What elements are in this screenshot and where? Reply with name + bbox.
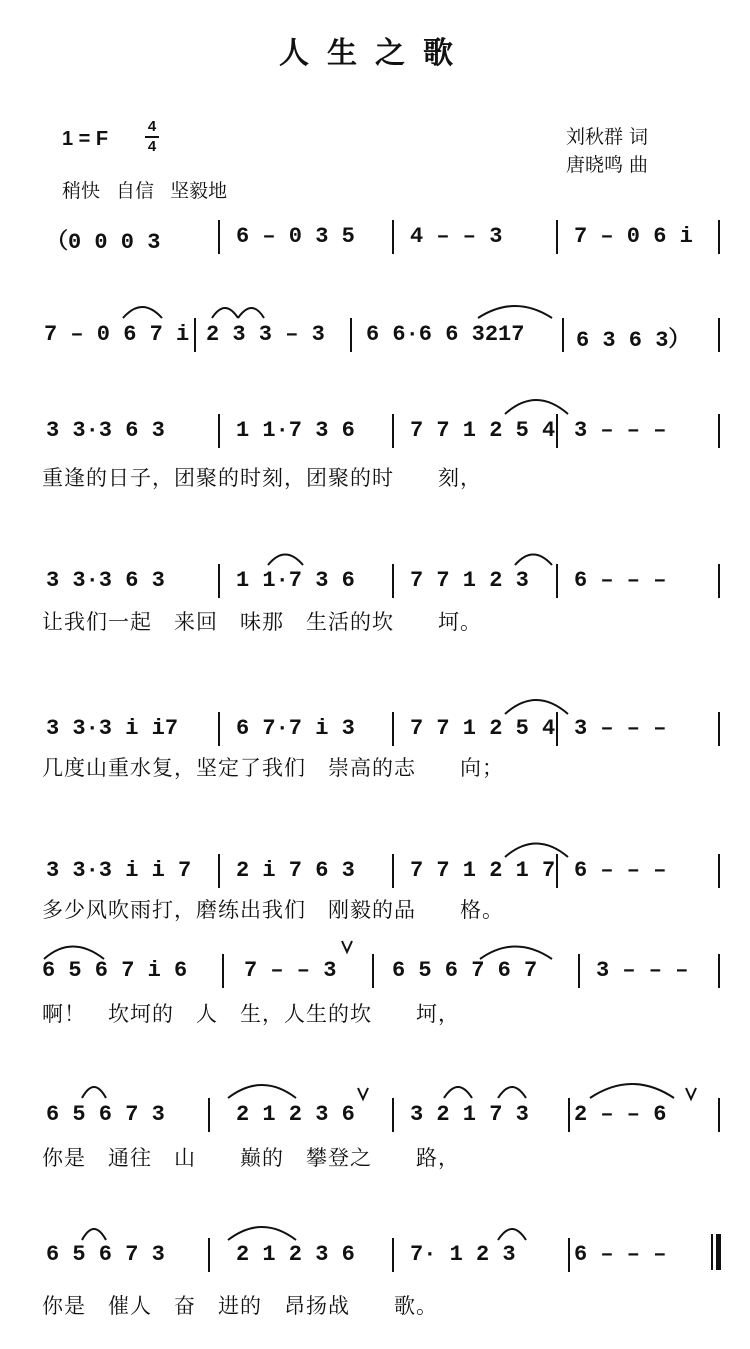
measure: 6 5 6 7 i 6 <box>42 958 188 983</box>
slur <box>238 308 264 318</box>
breath-mark <box>358 1088 368 1099</box>
measure: 6 5 6 7 6 7 <box>392 958 538 983</box>
measure: 1 1·7 3 6 <box>236 568 355 593</box>
measure: 3 3·3 6 3 <box>46 568 165 593</box>
slur <box>505 700 568 714</box>
measure: 6 – – – <box>574 568 667 593</box>
slur <box>480 947 552 960</box>
time-sig-top: 4 <box>147 118 157 135</box>
measure: 7 7 1 2 1 7 <box>410 858 556 883</box>
slur <box>268 555 303 566</box>
key-signature: 1 = F <box>62 128 109 150</box>
final-barline <box>711 1234 721 1270</box>
measure: 2 i 7 6 3 <box>236 858 355 883</box>
measure: 6 3 6 3） <box>576 328 691 353</box>
measure: 7 – 0 6 7 i <box>44 322 190 347</box>
tempo-marking: 稍快 自信 坚毅地 <box>62 180 228 202</box>
measure: 4 – – 3 <box>410 224 503 249</box>
slur <box>82 1087 106 1098</box>
song-title: 人生之歌 <box>279 36 471 71</box>
lyric-line: 你是 通往 山 巅的 攀登之 路， <box>42 1146 460 1170</box>
breath-mark <box>342 941 352 952</box>
measure: 3 – – – <box>574 716 667 741</box>
measure: 7 7 1 2 3 <box>410 568 529 593</box>
measure: 6 5 6 7 3 <box>46 1102 165 1127</box>
measure: 6 – – – <box>574 1242 667 1267</box>
measure: 6 – – – <box>574 858 667 883</box>
measure: 3 – – – <box>596 958 689 983</box>
measure: 7 7 1 2 5 4 <box>410 716 556 741</box>
lyric-line: 几度山重水复，坚定了我们 崇高的志 向； <box>42 756 504 780</box>
composer-credit: 唐晓鸣 曲 <box>566 154 649 176</box>
slur <box>498 1087 526 1098</box>
breath-marks <box>342 941 696 1099</box>
slur <box>590 1084 674 1098</box>
slur <box>123 307 162 318</box>
slur <box>478 306 552 318</box>
measure: 3 2 1 7 3 <box>410 1102 529 1127</box>
measure: 3 3·3 6 3 <box>46 418 165 443</box>
lyric-line: 多少风吹雨打，磨练出我们 刚毅的品 格。 <box>42 898 504 922</box>
measure: 7 – – 3 <box>244 958 337 983</box>
measure: 6 7·7 i 3 <box>236 716 355 741</box>
measure: 3 3·3 i i7 <box>46 716 179 741</box>
slur <box>498 1229 526 1240</box>
measure: 6 – 0 3 5 <box>236 224 355 249</box>
slur <box>44 947 104 960</box>
measure: 7 7 1 2 5 4 <box>410 418 556 443</box>
lyricist-credit: 刘秋群 词 <box>566 126 649 148</box>
measure: 2 3 3 – 3 <box>206 322 325 347</box>
measure: 2 – – 6 <box>574 1102 667 1127</box>
slur <box>82 1229 106 1240</box>
lyric-line: 你是 催人 奋 进的 昂扬战 歌。 <box>42 1294 438 1318</box>
lyric-line: 重逢的日子，团聚的时刻，团聚的时 刻， <box>42 466 482 490</box>
breath-mark <box>686 1088 696 1099</box>
measure: 1 1·7 3 6 <box>236 418 355 443</box>
slur <box>228 1227 296 1240</box>
measure: 3 3·3 i i 7 <box>46 858 192 883</box>
measure: 2 1 2 3 6 <box>236 1242 355 1267</box>
slur-group <box>44 306 674 1240</box>
slur <box>505 400 568 414</box>
measure: 7· 1 2 3 <box>410 1242 516 1267</box>
lyric-line: 啊！ 坎坷的 人 生，人生的坎 坷， <box>42 1002 460 1026</box>
time-sig-bottom: 4 <box>147 138 157 155</box>
slur <box>212 308 238 318</box>
lyric-line: 让我们一起 来回 味那 生活的坎 坷。 <box>42 610 482 634</box>
measure: （0 0 0 3 <box>46 230 161 255</box>
measure: 3 – – – <box>574 418 667 443</box>
measure: 6 6·6 6 3217 <box>366 322 525 347</box>
measure: 7 – 0 6 i <box>574 224 693 249</box>
measure: 6 5 6 7 3 <box>46 1242 165 1267</box>
slur <box>515 555 552 566</box>
measure: 2 1 2 3 6 <box>236 1102 355 1127</box>
slur <box>444 1087 472 1098</box>
slur <box>505 844 568 858</box>
slur <box>228 1085 296 1098</box>
